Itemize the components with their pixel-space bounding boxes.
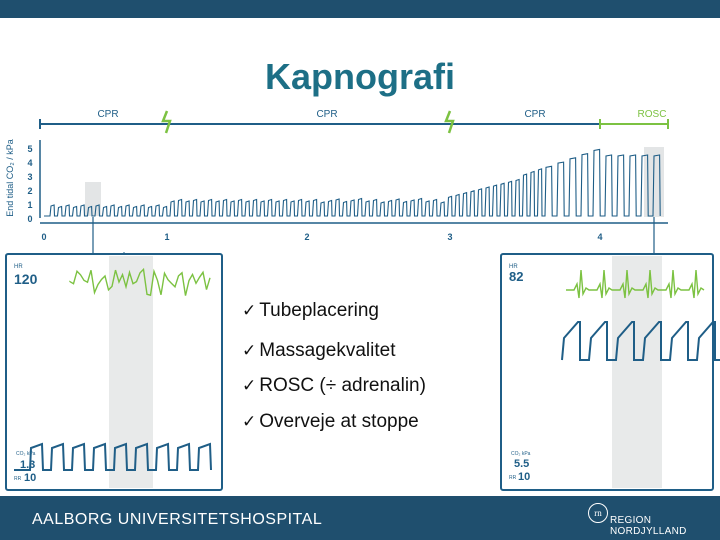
x-tick-label: 2 xyxy=(304,232,310,242)
y-tick-label: 0 xyxy=(27,214,33,224)
bullet-text: Tubeplacering xyxy=(259,300,379,321)
y-tick-label: 5 xyxy=(27,144,33,154)
y-tick-label: 3 xyxy=(27,172,33,182)
checkmark-icon: ✓ xyxy=(242,376,257,396)
phase-label: CPR xyxy=(97,109,119,120)
co2-value: 1.3 xyxy=(20,459,36,471)
hr-label: HR xyxy=(14,264,23,270)
hr-value: 82 xyxy=(509,269,524,284)
capnography-trend-trace xyxy=(44,149,660,216)
y-axis-label: End tidal CO₂ / kPa xyxy=(5,139,15,217)
y-axis-ticks xyxy=(27,144,32,224)
bullet-text: ROSC (÷ adrenalin) xyxy=(259,375,426,396)
y-tick-label: 2 xyxy=(27,186,33,196)
checkmark-icon: ✓ xyxy=(242,301,257,321)
shock-icon xyxy=(163,111,170,133)
phase-label: ROSC xyxy=(637,109,667,120)
hospital-name: AALBORG UNIVERSITETSHOSPITAL xyxy=(32,511,323,528)
x-tick-label: 3 xyxy=(447,232,453,242)
checkmark-icon: ✓ xyxy=(242,412,257,432)
bullet-text: Massagekvalitet xyxy=(259,340,396,361)
bullet-text: Overveje at stoppe xyxy=(259,411,419,432)
page-title: Kapnografi xyxy=(264,56,455,97)
shock-icon xyxy=(446,111,453,133)
bullet-item xyxy=(242,375,426,397)
x-tick-label: 0 xyxy=(41,232,47,242)
co2-label: CO₂ kPa xyxy=(511,451,531,457)
y-tick-label: 4 xyxy=(27,158,33,168)
region-logo-icon: rn xyxy=(588,503,608,523)
right-detail-panel xyxy=(501,254,720,490)
phase-label: CPR xyxy=(316,109,338,120)
y-tick-label: 1 xyxy=(27,200,33,210)
hr-label: HR xyxy=(509,264,518,270)
x-tick-label: 4 xyxy=(597,232,603,242)
bullet-item xyxy=(242,300,379,322)
region-name: REGION NORDJYLLAND xyxy=(610,515,687,537)
hr-value: 120 xyxy=(14,271,38,287)
x-tick-label: 1 xyxy=(164,232,170,242)
highlight-window xyxy=(85,182,101,216)
rr-label: RR xyxy=(14,476,22,482)
phase-label: CPR xyxy=(524,109,546,120)
rr-value: 10 xyxy=(24,472,37,484)
rr-value: 10 xyxy=(518,471,531,483)
checkmark-icon: ✓ xyxy=(242,341,257,361)
bullet-item xyxy=(242,411,419,433)
highlight-window xyxy=(612,256,662,488)
co2-label: CO₂ kPa xyxy=(16,451,36,457)
left-detail-panel xyxy=(6,254,222,490)
footer-bar xyxy=(0,496,720,540)
co2-value: 5.5 xyxy=(514,458,530,470)
bullet-item xyxy=(242,340,395,362)
rr-label: RR xyxy=(509,475,517,481)
